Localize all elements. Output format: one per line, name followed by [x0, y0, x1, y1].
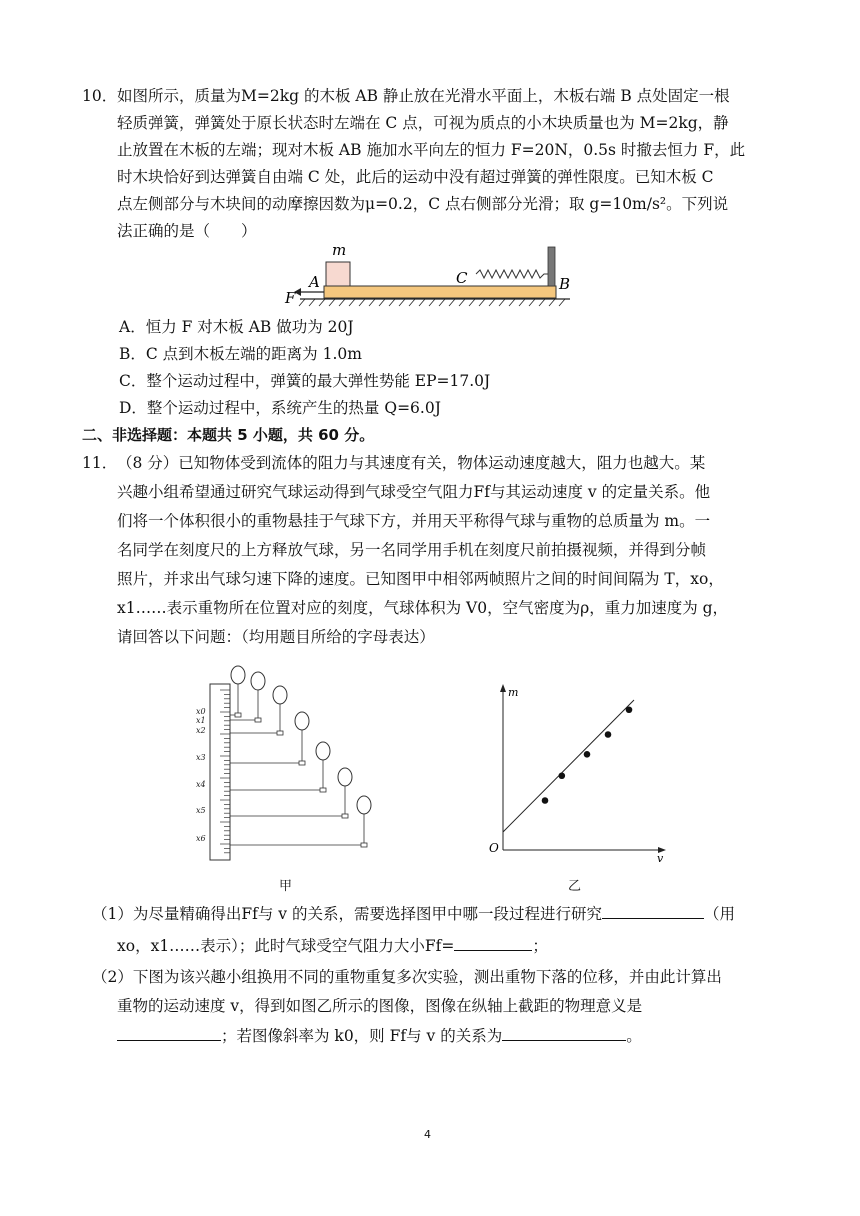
label-m: m — [332, 241, 347, 259]
answer-blank[interactable] — [454, 934, 532, 951]
label-c: C — [456, 269, 468, 287]
y-axis-label: m — [508, 686, 519, 699]
trend-line — [503, 700, 634, 832]
data-point — [626, 706, 633, 713]
q10-option-a: A．恒力 F 对木板 AB 做功为 20J — [119, 318, 354, 336]
q11-line: （8 分）已知物体受到流体的阻力与其速度有关，物体运动速度越大，阻力也越大。某 — [117, 454, 706, 472]
answer-blank[interactable] — [117, 1024, 221, 1041]
answer-blank[interactable] — [502, 1024, 626, 1041]
x-axis-label: v — [657, 852, 664, 865]
tick-x3: x3 — [196, 753, 206, 762]
q10-line: 轻质弹簧，弹簧处于原长状态时左端在 C 点，可视为质点的小木块质量也为 M=2kg，静 — [117, 114, 729, 132]
q11-line: 请回答以下问题：（均用题目所给的字母表达） — [117, 628, 435, 646]
data-point — [559, 772, 566, 779]
data-point — [542, 797, 549, 804]
origin-label: O — [489, 841, 499, 855]
q10-option-b: B．C 点到木板左端的距离为 1.0m — [119, 345, 362, 363]
q11-line: 照片，并求出气球匀速下降的速度。已知图甲中相邻两帧照片之间的时间间隔为 T，xo， — [117, 570, 724, 588]
q11-sub1-line1: （1）为尽量精确得出Ff与 v 的关系，需要选择图甲中哪一段过程进行研究 （用 — [92, 902, 735, 925]
data-point — [584, 751, 591, 758]
q11-number: 11． — [82, 454, 118, 472]
section-heading: 二、非选择题：本题共 5 小题，共 60 分。 — [82, 426, 375, 444]
q11-line: 们将一个体积很小的重物悬挂于气球下方，并用天平称得气球与重物的总质量为 m。一 — [117, 512, 711, 530]
q11-sub1-line2: xo，x1……表示）；此时气球受空气阻力大小Ff= ； — [117, 934, 548, 957]
tick-x0: x0 — [196, 707, 206, 716]
q11-line: 兴趣小组希望通过研究气球运动得到气球受空气阻力Ff与其运动速度 v 的定量关系。他 — [117, 483, 711, 501]
q10-line: 法正确的是（ ） — [117, 222, 257, 240]
figure-caption-yi: 乙 — [568, 879, 582, 894]
label-a: A — [309, 273, 320, 291]
q11-line: x1……表示重物所在位置对应的刻度，气球体积为 V0，空气密度为ρ，重力加速度为 g， — [117, 599, 729, 617]
q10-option-d: D．整个运动过程中，系统产生的热量 Q=6.0J — [119, 399, 441, 417]
tick-x6: x6 — [196, 834, 206, 843]
q11-sub2-line3: ；若图像斜率为 k0，则 Ff与 v 的关系为 。 — [117, 1024, 642, 1047]
tick-x5: x5 — [196, 806, 206, 815]
q11-sub2-line2: 重物的运动速度 v，得到如图乙所示的图像，图像在纵轴上截距的物理意义是 — [117, 997, 643, 1015]
data-point — [605, 731, 612, 738]
label-b: B — [559, 275, 571, 293]
q11-line: 名同学在刻度尺的上方释放气球，另一名同学用手机在刻度尺前拍摄视频，并得到分帧 — [117, 541, 707, 559]
q10-option-c: C．整个运动过程中，弹簧的最大弹性势能 EP=17.0J — [119, 372, 491, 390]
tick-x2: x2 — [196, 726, 206, 735]
tick-x4: x4 — [196, 780, 206, 789]
q10-line: 点左侧部分与木块间的动摩擦因数为μ=0.2，C 点右侧部分光滑；取 g=10m/s²。下列说 — [117, 195, 729, 213]
tick-x1: x1 — [196, 716, 206, 725]
page-number: 4 — [424, 1128, 431, 1141]
q10-line: 止放置在木板的左端；现对木板 AB 施加水平向左的恒力 F=20N，0.5s 时撤去恒力 F，此 — [117, 141, 746, 159]
q11-sub2-line1: （2）下图为该兴趣小组换用不同的重物重复多次实验，测出重物下落的位移，并由此计算出 — [92, 968, 722, 986]
q10-line: 如图所示，质量为M=2kg 的木板 AB 静止放在光滑水平面上，木板右端 B 点处固定一根 — [117, 87, 730, 105]
answer-blank[interactable] — [602, 902, 704, 919]
q10-number: 10． — [82, 87, 118, 105]
label-f: F — [285, 289, 296, 307]
q10-line: 时木块恰好到达弹簧自由端 C 处，此后的运动中没有超过弹簧的弹性限度。已知木板 C — [117, 168, 714, 186]
figure-caption-jia: 甲 — [279, 879, 293, 894]
